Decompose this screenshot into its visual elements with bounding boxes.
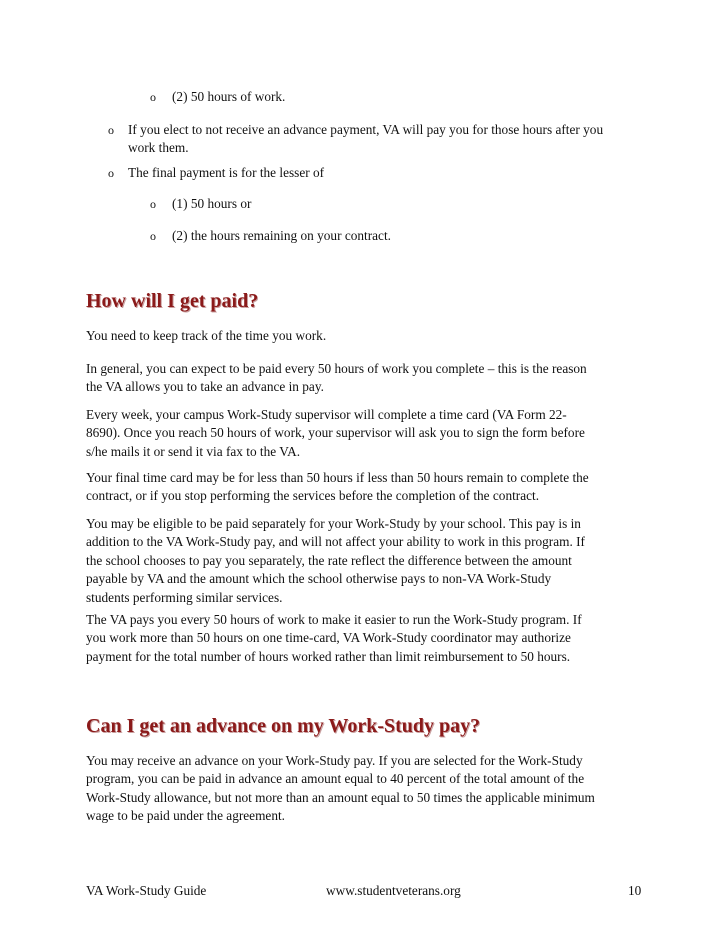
text-line: You may be eligible to be paid separately for your Work-Study by your school. This pay is in xyxy=(86,516,581,531)
bullet-marker: o xyxy=(108,123,114,137)
text-line: addition to the VA Work-Study pay, and will not affect your ability to work in this program. If xyxy=(86,534,585,550)
text-line: you work more than 50 hours on one time-card, VA Work-Study coordinator may authorize xyxy=(86,630,571,646)
bullet-marker: o xyxy=(150,229,156,243)
text-line: program, you can be paid in advance an amount equal to 40 percent of the total amount of the xyxy=(86,771,585,787)
text-line: payable by VA and the amount which the school otherwise pays to non-VA Work-Study xyxy=(86,571,552,587)
text-line: You may receive an advance on your Work-Study pay. If you are selected for the Work-Study xyxy=(86,753,583,768)
section-heading: Can I get an advance on my Work-Study pay? xyxy=(86,715,481,737)
list-item xyxy=(108,121,668,157)
list-item-text: (2) the hours remaining on your contract. xyxy=(172,228,391,243)
paragraph xyxy=(86,327,646,345)
text-line: s/he mails it or send it via fax to the VA. xyxy=(86,443,301,459)
page-number: 10 xyxy=(628,883,642,898)
text-line: wage to be paid under the agreement. xyxy=(86,808,285,824)
list-item-text: The final payment is for the lesser of xyxy=(128,165,325,180)
text-line: 8690). Once you reach 50 hours of work, your supervisor will ask you to sign the form before xyxy=(86,425,585,441)
list-item-text-continued: work them. xyxy=(128,140,189,155)
text-line: the VA allows you to take an advance in pay. xyxy=(86,379,324,395)
text-line: Your final time card may be for less than 50 hours if less than 50 hours remain to complete the xyxy=(86,470,589,485)
text-line: Work-Study allowance, but not more than an amount equal to 50 times the applicable minimum xyxy=(86,789,595,805)
bullet-marker: o xyxy=(150,90,156,104)
text-line: Every week, your campus Work-Study supervisor will complete a time card (VA Form 22- xyxy=(86,407,567,422)
list-item-text: (2) 50 hours of work. xyxy=(172,89,286,104)
text-line: students performing similar services. xyxy=(86,589,283,605)
footer-url[interactable]: www.studentveterans.org xyxy=(326,883,461,898)
paragraph xyxy=(86,515,646,607)
text-line: the school chooses to pay you separately, the rate reflect the difference between the amount xyxy=(86,552,572,568)
section-heading: How will I get paid? xyxy=(86,290,259,312)
list-item-text: If you elect to not receive an advance payment, VA will pay you for those hours after you xyxy=(128,122,604,137)
paragraph xyxy=(86,611,646,666)
footer-title: VA Work-Study Guide xyxy=(86,883,207,898)
bullet-marker: o xyxy=(150,197,156,211)
text-line: You need to keep track of the time you work. xyxy=(86,328,327,343)
paragraph xyxy=(86,752,646,826)
text-line: payment for the total number of hours worked rather than limit reimbursement to 50 hours. xyxy=(86,648,571,664)
paragraph xyxy=(86,469,646,506)
text-line: contract, or if you stop performing the services before the completion of the contract. xyxy=(86,488,540,504)
text-line: In general, you can expect to be paid every 50 hours of work you complete – this is the reason xyxy=(86,361,587,376)
bullet-marker: o xyxy=(108,166,114,180)
list-item-text: (1) 50 hours or xyxy=(172,196,252,211)
text-line: The VA pays you every 50 hours of work to make it easier to run the Work-Study program. If xyxy=(86,612,582,627)
paragraph xyxy=(86,406,646,461)
paragraph xyxy=(86,360,646,397)
